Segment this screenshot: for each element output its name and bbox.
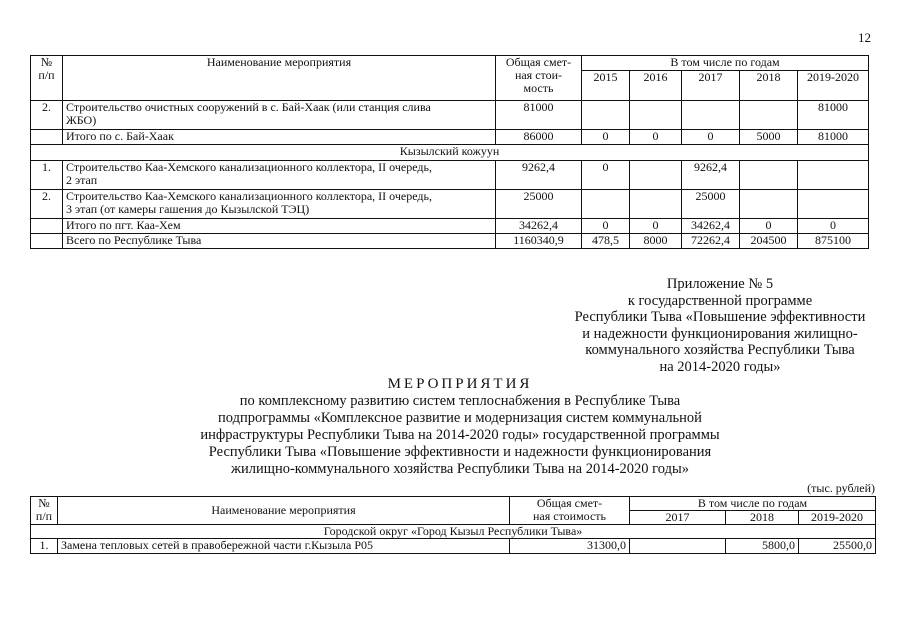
header-year: 2019-2020 <box>799 511 876 525</box>
header-by-years: В том числе по годам <box>630 497 876 511</box>
row-name: Строительство очистных сооружений в с. Бай-Хаак (или станция слива ЖБО) <box>63 101 496 130</box>
header-year: 2017 <box>682 71 740 101</box>
table-row: Всего по Республике Тыва 1160340,9 478,5 8000 72262,4 204500 875100 <box>31 234 869 249</box>
row-name: Итого по пгт. Каа-Хем <box>63 219 496 234</box>
header-name: Наименование мероприятия <box>63 56 496 101</box>
header-year: 2015 <box>582 71 630 101</box>
table-row: Итого по с. Бай-Хаак 86000 0 0 0 5000 81000 <box>31 130 869 145</box>
units-label: (тыс. рублей) <box>807 481 875 495</box>
header-total-cost: Общая смет- ная стои- мость <box>496 56 582 101</box>
table-row: Итого по пгт. Каа-Хем 34262,4 0 0 34262,4 0 0 <box>31 219 869 234</box>
table-row: 1. Замена тепловых сетей в правобережной части г.Кызыла Р05 31300,0 5800,0 25500,0 <box>31 539 876 554</box>
header-name: Наименование мероприятия <box>58 497 510 525</box>
funding-table-bottom <box>30 496 876 554</box>
header-year: 2019-2020 <box>798 71 869 101</box>
row-name: Строительство Каа-Хемского канализационного коллектора, II очередь, 3 этап (от камеры гашения до Кызылской ТЭЦ) <box>63 190 496 219</box>
header-by-years: В том числе по годам <box>582 56 869 71</box>
appendix-note: Приложение № 5 к государственной программе Республики Тыва «Повышение эффективности и надежности функционирования жилищно- коммунального хозяйства Республики Тыва на 2014-2020 годы» <box>574 276 866 375</box>
header-year: 2016 <box>630 71 682 101</box>
section-heading: Кызылский кожуун <box>31 145 869 161</box>
header-number: № п/п <box>31 56 63 101</box>
document-title: МЕРОПРИЯТИЯ <box>387 376 533 392</box>
row-name: Всего по Республике Тыва <box>63 234 496 249</box>
funding-table-top <box>30 55 869 249</box>
header-year: 2017 <box>630 511 726 525</box>
table-row: 2. Строительство Каа-Хемского канализационного коллектора, II очередь, 3 этап (от камеры гашения до Кызылской ТЭЦ) 25000 25000 <box>31 190 869 219</box>
header-year: 2018 <box>726 511 799 525</box>
header-number: № п/п <box>31 497 58 525</box>
header-total-cost: Общая смет- ная стоимость <box>510 497 630 525</box>
table-row: 1. Строительство Каа-Хемского канализационного коллектора, II очередь, 2 этап 9262,4 0 9262,4 <box>31 161 869 190</box>
page-number: 12 <box>858 30 871 45</box>
row-name: Итого по с. Бай-Хаак <box>63 130 496 145</box>
header-year: 2018 <box>740 71 798 101</box>
row-name: Замена тепловых сетей в правобережной части г.Кызыла Р05 <box>58 539 510 554</box>
row-name: Строительство Каа-Хемского канализационного коллектора, II очередь, 2 этап <box>63 161 496 190</box>
table-row: 2. Строительство очистных сооружений в с. Бай-Хаак (или станция слива ЖБО) 81000 81000 <box>31 101 869 130</box>
document-subtitle: по комплексному развитию систем теплоснабжения в Республике Тыва подпрограммы «Комплексное развитие и модернизация систем коммунальной инфраструктуры Республики Тыва на 2014-2020 годы» государственной программы Республики Тыва «Повышение эффективности и надежности функционирования жилищно-коммунального хозяйства Республики Тыва на 2014-2020 годы» <box>200 393 720 477</box>
section-heading: Городской округ «Город Кызыл Республики Тыва» <box>31 525 876 539</box>
